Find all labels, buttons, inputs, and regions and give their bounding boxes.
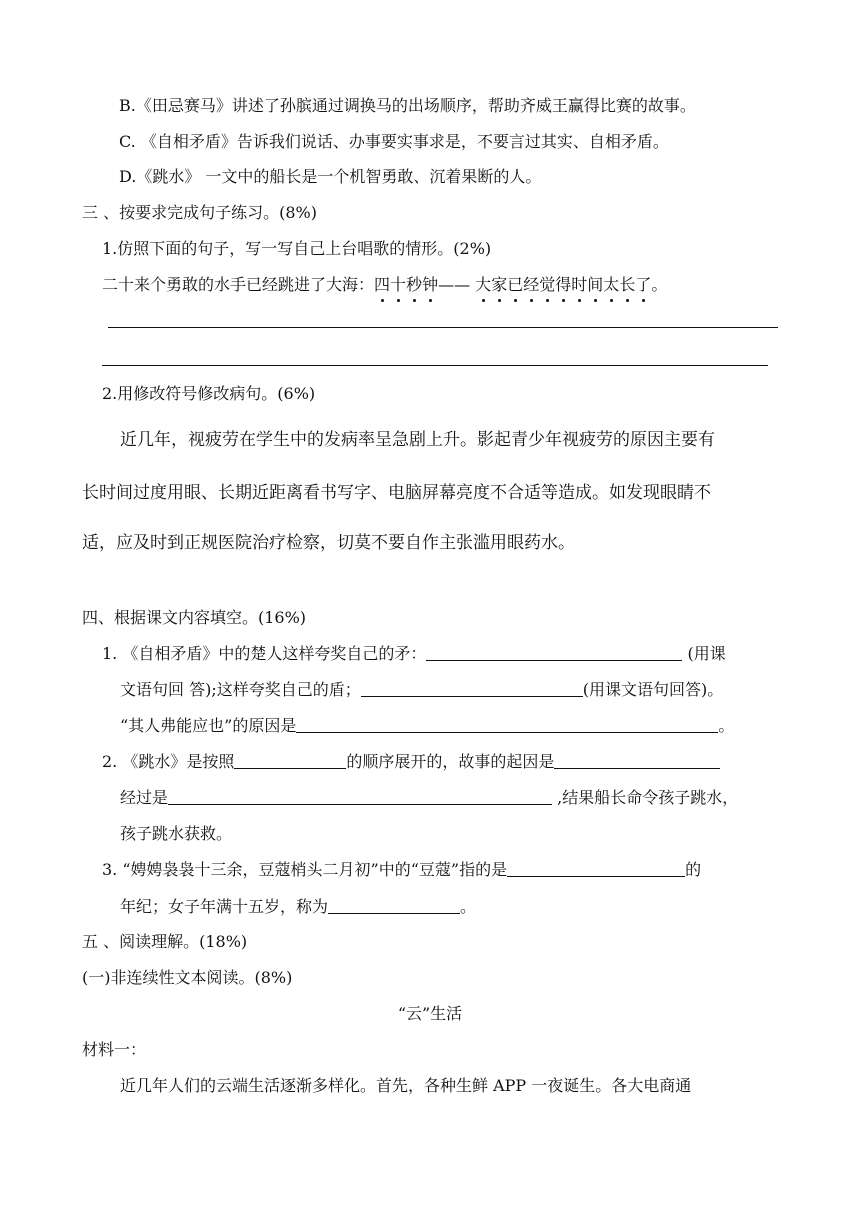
material-1-paragraph: 近几年人们的云端生活逐渐多样化。首先，各种生鲜 APP 一夜诞生。各大电商通 [120, 1076, 692, 1095]
q2-text-a: 2. 《跳水》是按照 [102, 752, 235, 771]
emphasized-char: 四 [374, 275, 391, 294]
example-emphasis-2 [475, 275, 651, 294]
option-b: B.《田忌赛马》讲述了孙膑通过调换马的出场顺序，帮助齐威王赢得比赛的故事。 [119, 96, 696, 115]
q2-line-1 [102, 751, 720, 773]
q1-text-b: (用课 [687, 644, 726, 663]
emphasized-char: 家 [491, 275, 508, 294]
emphasized-char: 十 [390, 275, 407, 294]
section4-heading: 四、根据课文内容填空。(16%) [82, 608, 307, 627]
q3-blank-1[interactable] [507, 860, 685, 877]
example-start: 二十来个勇敢的水手已经跳进了大海： [102, 275, 375, 294]
emphasized-char: 间 [587, 275, 604, 294]
emphasized-char: 大 [475, 275, 492, 294]
paragraph-line-3: 适，应及时到正规医院治疗检察，切莫不要自作主张滥用眼药水。 [82, 533, 575, 553]
q3-text-a: 3. “娉娉袅袅十三余，豆蔻梢头二月初”中的“豆蔻”指的是 [102, 860, 508, 879]
q2-blank-3[interactable] [168, 788, 552, 805]
q2-text-d: ,结果船长命令孩子跳水， [557, 788, 739, 807]
option-c: C. 《自相矛盾》告诉我们说话、办事要实事求是，不要言过其实、自相矛盾。 [119, 132, 669, 151]
answer-line-1[interactable] [108, 327, 778, 328]
q3-blank-2[interactable] [328, 897, 460, 914]
q3-line-1 [102, 859, 701, 881]
section3-item1: 1.仿照下面的句子，写一写自己上台唱歌的情形。(2%) [102, 239, 492, 258]
q1-text-c: 文语句回 答);这样夸奖自己的盾； [120, 680, 361, 699]
q1-line-3 [120, 715, 734, 737]
q3-text-c: 年纪；女子年满十五岁，称为 [120, 897, 329, 916]
q3-text-d: 。 [460, 897, 477, 916]
answer-line-2[interactable] [102, 365, 768, 366]
q1-blank-3[interactable] [296, 716, 718, 733]
emphasized-char: 太 [603, 275, 620, 294]
q1-text-e: “其人弗能应也”的原因是 [120, 716, 297, 735]
example-dash: —— [438, 275, 471, 294]
emphasized-char: 秒 [406, 275, 423, 294]
q1-line-1 [102, 643, 726, 665]
q2-text-b: 的顺序展开的，故事的起因是 [346, 752, 555, 771]
example-emphasis-1 [374, 275, 438, 294]
q1-blank-1[interactable] [426, 644, 682, 661]
emphasized-char: 觉 [539, 275, 556, 294]
section3-item2: 2.用修改符号修改病句。(6%) [102, 384, 316, 403]
q1-text-a: 1. 《自相矛盾》中的楚人这样夸奖自己的矛： [102, 644, 427, 663]
q2-blank-1[interactable] [234, 752, 346, 769]
q1-text-f: 。 [718, 716, 735, 735]
section3-heading: 三 、按要求完成句子练习。(8%) [82, 203, 317, 222]
q2-text-c: 经过是 [120, 788, 169, 807]
section5-heading: 五 、阅读理解。(18%) [82, 932, 248, 951]
q3-line-2 [120, 896, 476, 918]
emphasized-char: 时 [571, 275, 588, 294]
emphasized-char: 长 [619, 275, 636, 294]
example-sentence [102, 274, 667, 296]
example-end: 。 [651, 275, 668, 294]
emphasized-char: 经 [523, 275, 540, 294]
emphasized-char: 了 [635, 275, 652, 294]
q2-blank-2[interactable] [554, 752, 720, 769]
section5-sub1: (一)非连续性文本阅读。(8%) [82, 968, 293, 987]
q1-text-d: (用课文语句回答)。 [582, 680, 724, 699]
emphasized-char: 得 [555, 275, 572, 294]
q1-line-2 [120, 679, 723, 701]
emphasized-char: 钟 [422, 275, 439, 294]
q2-line-3: 孩子跳水获救。 [120, 824, 233, 843]
q1-blank-2[interactable] [361, 680, 583, 697]
paragraph-line-1: 近几年，视疲劳在学生中的发病率呈急剧上升。影起青少年视疲劳的原因主要有 [120, 430, 715, 450]
q2-line-2 [120, 787, 738, 809]
emphasized-char: 已 [507, 275, 524, 294]
article-title: “云”生活 [397, 1004, 463, 1023]
material-1-label: 材料一： [82, 1040, 147, 1059]
option-d: D.《跳水》 一文中的船长是一个机智勇敢、沉着果断的人。 [119, 167, 542, 186]
paragraph-line-2: 长时间过度用眼、长期近距离看书写字、电脑屏幕亮度不合适等造成。如发现眼睛不 [82, 483, 711, 503]
q3-text-b: 的 [685, 860, 702, 879]
